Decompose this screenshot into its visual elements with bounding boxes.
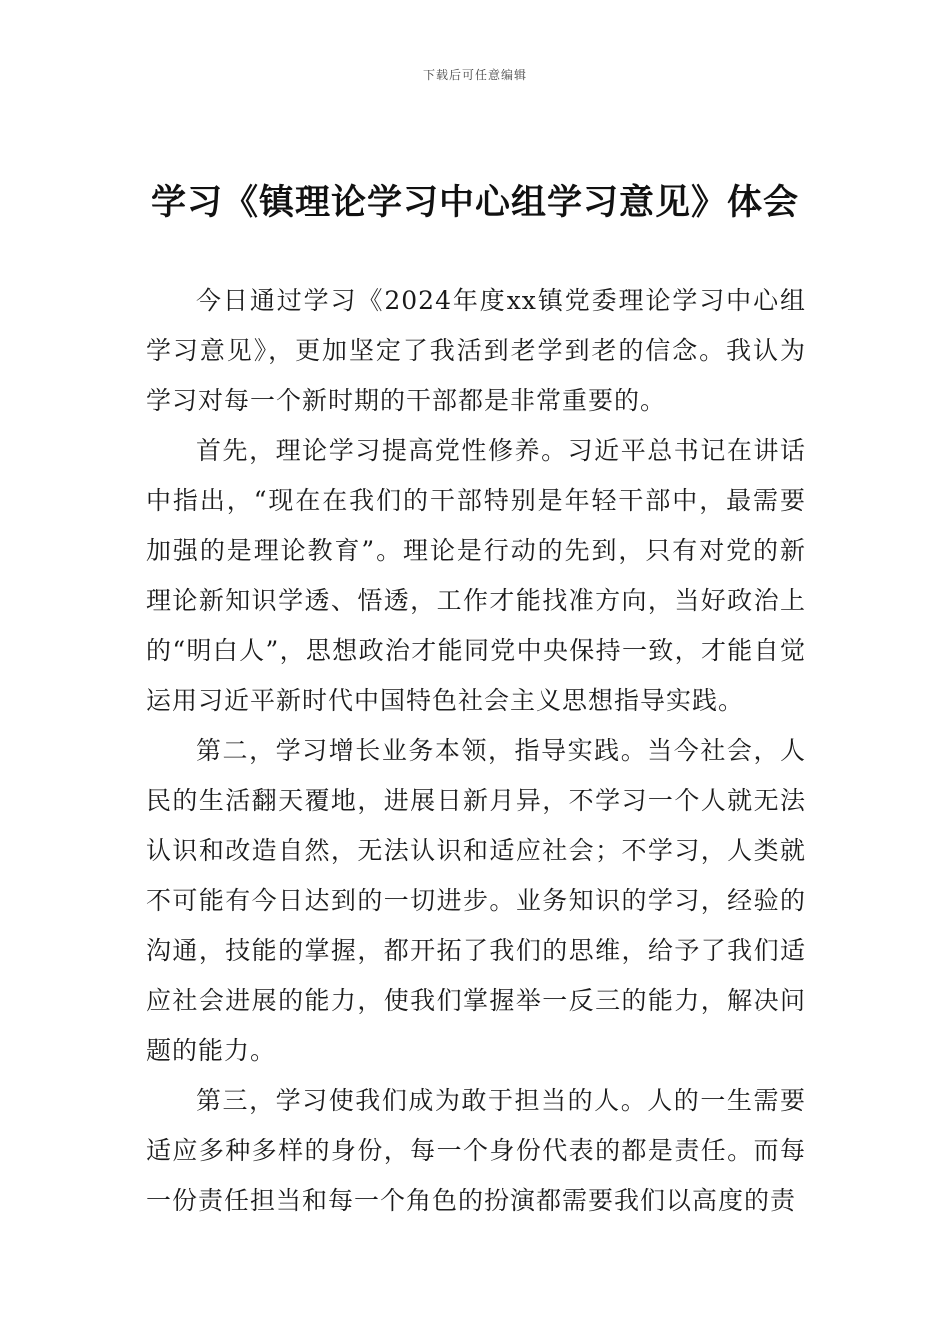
document-body — [146, 276, 806, 1226]
header-note: 下载后可任意编辑 — [422, 68, 527, 82]
paragraph-first-point: 首先，理论学习提高党性修养。习近平总书记在讲话中指出，“现在在我们的干部特别是年轻干部中，最需要加强的是理论教育”。理论是行动的先到，只有对党的新理论新知识学透、悟透，工作才能找准方向，当好政治上的“明白人”，思想政治才能同党中央保持一致，才能自觉运用习近平新时代中国特色社会主义思想指导实践。 — [146, 436, 806, 715]
document-title: 学习《镇理论学习中心组学习意见》体会 — [150, 183, 799, 223]
paragraph-second-point: 第二，学习增长业务本领，指导实践。当今社会，人民的生活翻天覆地，进展日新月异，不学习一个人就无法认识和改造自然，无法认识和适应社会；不学习，人类就不可能有今日达到的一切进步。业务知识的学习，经验的沟通，技能的掌握，都开拓了我们的思维，给予了我们适应社会进展的能力，使我们掌握举一反三的能力，解决问题的能力。 — [146, 736, 806, 1065]
paragraph-third-point: 第三，学习使我们成为敢于担当的人。人的一生需要适应多种多样的身份，每一个身份代表的都是责任。而每一份责任担当和每一个角色的扮演都需要我们以高度的责 — [146, 1086, 806, 1215]
paragraph-intro: 今日通过学习《2024年度xx镇党委理论学习中心组学习意见》，更加坚定了我活到老学到老的信念。我认为学习对每一个新时期的干部都是非常重要的。 — [146, 286, 806, 415]
